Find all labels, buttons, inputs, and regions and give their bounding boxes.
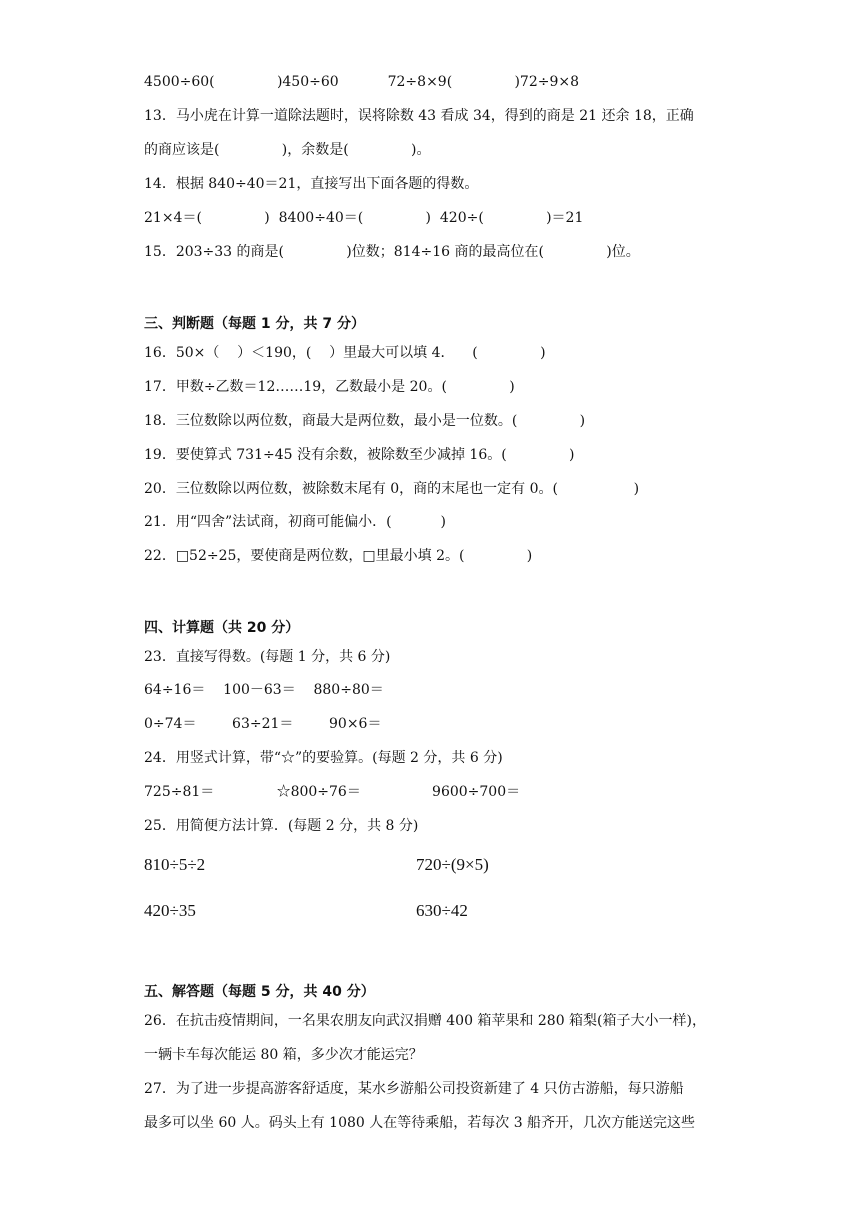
q12-continuation: 4500÷60( )450÷60 72÷8×9( )72÷9×8 xyxy=(144,74,580,90)
q25-expr-c: 420÷35 xyxy=(144,901,196,920)
q23: 23．直接写得数。(每题 1 分，共 6 分) xyxy=(144,649,391,665)
q24-row: 725÷81＝ ☆800÷76＝ 9600÷700＝ xyxy=(144,784,521,800)
q23-row2: 0÷74＝ 63÷21＝ 90×6＝ xyxy=(144,716,382,732)
q21: 21．用“四舍”法试商，初商可能偏小．( ) xyxy=(144,514,447,530)
q27-line1: 27．为了进一步提高游客舒适度，某水乡游船公司投资新建了 4 只仿古游船，每只游船 xyxy=(144,1081,684,1097)
q22: 22．□52÷25，要使商是两位数，□里最小填 2。( ) xyxy=(144,548,533,564)
q14-line2: 21×4＝( ) 8400÷40＝( ) 420÷( )＝21 xyxy=(144,210,584,226)
q19: 19．要使算式 731÷45 没有余数，被除数至少减掉 16。( ) xyxy=(144,447,575,463)
q25-expr-d: 630÷42 xyxy=(416,901,468,920)
q23-row1: 64÷16＝ 100－63＝ 880÷80＝ xyxy=(144,682,384,698)
q20: 20．三位数除以两位数，被除数末尾有 0，商的末尾也一定有 0。( ) xyxy=(144,481,640,497)
q13-line1: 13．马小虎在计算一道除法题时，误将除数 43 看成 34，得到的商是 21 还余 18，正确 xyxy=(144,108,694,124)
section-3-heading: 三、判断题（每题 1 分，共 7 分） xyxy=(144,316,365,332)
q25: 25．用简便方法计算．(每题 2 分，共 8 分) xyxy=(144,818,419,834)
q27-line2: 最多可以坐 60 人。码头上有 1080 人在等待乘船，若每次 3 船齐开，几次方能送完这些 xyxy=(144,1115,696,1131)
q26-line1: 26．在抗击疫情期间，一名果农朋友向武汉捐赠 400 箱苹果和 280 箱梨(箱子大小一样)， xyxy=(144,1013,706,1029)
section-5-heading: 五、解答题（每题 5 分，共 40 分） xyxy=(144,984,375,1000)
q16: 16．50×（ ）＜190，( ）里最大可以填 4． ( ) xyxy=(144,345,546,361)
q24: 24．用竖式计算，带“☆”的要验算。(每题 2 分，共 6 分) xyxy=(144,750,503,766)
q14-line1: 14．根据 840÷40＝21，直接写出下面各题的得数。 xyxy=(144,176,479,192)
q26-line2: 一辆卡车每次能运 80 箱，多少次才能运完？ xyxy=(144,1047,423,1063)
section-4-heading: 四、计算题（共 20 分） xyxy=(144,620,300,636)
q17: 17．甲数÷乙数＝12……19，乙数最小是 20。( ) xyxy=(144,379,515,395)
q18: 18．三位数除以两位数，商最大是两位数，最小是一位数。( ) xyxy=(144,413,586,429)
q25-expr-a: 810÷5÷2 xyxy=(144,855,206,874)
q13-line2: 的商应该是( )，余数是( )。 xyxy=(144,142,431,158)
q25-expr-b: 720÷(9×5) xyxy=(416,855,489,874)
q15: 15．203÷33 的商是( )位数；814÷16 商的最高位在( )位。 xyxy=(144,244,640,260)
